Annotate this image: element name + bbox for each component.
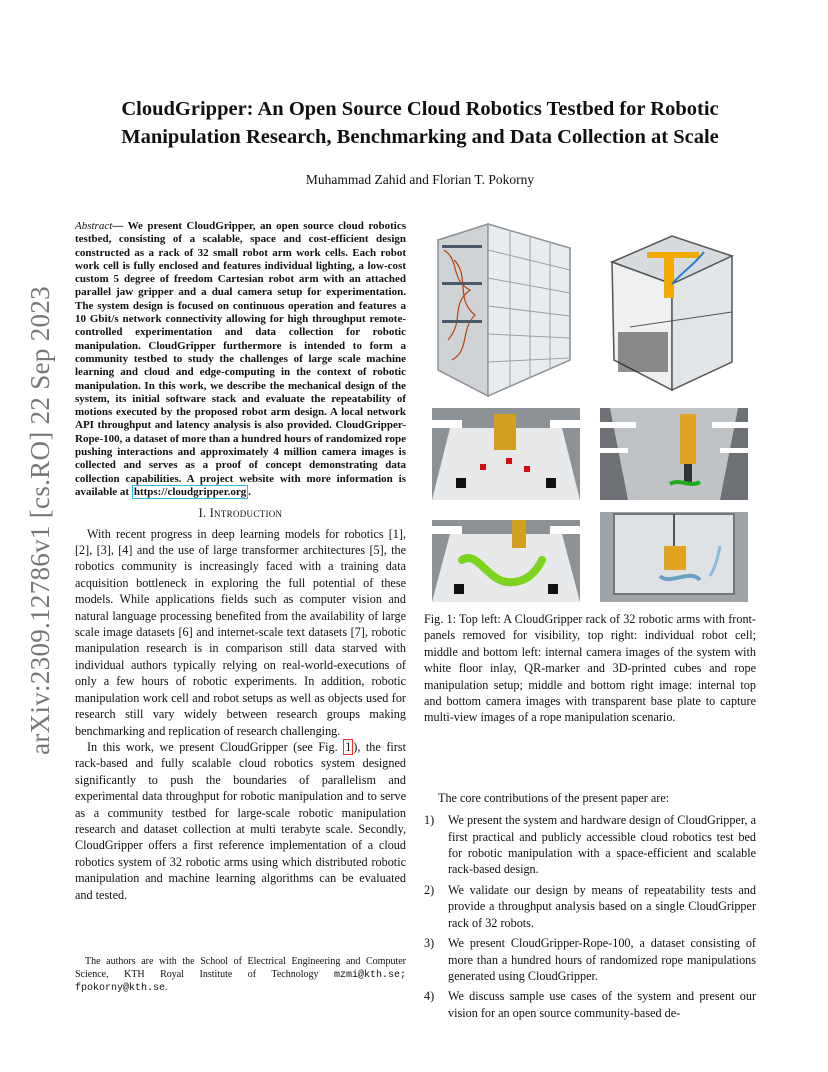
- contributions-heading: The core contributions of the present paper are:: [438, 790, 670, 805]
- figure-caption: Fig. 1: Top left: A CloudGripper rack of 32 robotic arms with front-panels removed for visibility, top right: individual robot cell; middle and bottom left: internal camera images of the system with white floor inlay, QR-marker and 3D-printed cubes and rope manipulation setup; middle and bottom right image: internal top and bottom camera images with transparent base plate to capture multi-view images of a rope manipulation scenario.: [424, 612, 756, 725]
- camera-image-rope: [432, 520, 580, 602]
- abstract-label: Abstract—: [75, 220, 128, 232]
- rack-photo: [430, 220, 580, 398]
- bottom-camera-image: [600, 506, 748, 602]
- camera-image-cubes: [432, 408, 580, 500]
- intro-paragraph-2: In this work, we present CloudGripper (see Fig. 1 ), the first rack-based and fully scalable cloud robotics system designed significantly to push the boundaries of parallelism and experimental data throughput for robotic manipulation and to serve as a community testbed for large-scale robotic manipulation research and dataset collection at multi terabyte scale. Secondly, CloudGripper offers a first reference implementation of a cloud robotics system of 32 robotic arms using which distributed robotic manipulation and machine learning algorithms can be evaluated and tested.: [75, 739, 406, 902]
- abstract-body: We present CloudGripper, an open source cloud robotics testbed, consisting of a scalable, space and cost-efficient design constructed as a rack of 32 small robot arm work cells. Each robot work cell is fully enclosed and features individual lighting, a low-cost custom 5 degree of freedom Cartesian robot arm with an attached parallel jaw gripper and a dual camera setup for experimentation. The system design is focused on continuous operation and features a 10 Gbit/s network connectivity allowing for high throughput remote-controlled experimentation and data collection for robotic manipulation. CloudGripper furthermore is intended to form a community testbed to study the challenges of large scale machine learning and cloud and edge-computing in the context of robotic manipulation. In this work, we describe the mechanical design of the system, its initial software stack and evaluate the repeatability of motions executed by the proposed robot arm design. A local network API throughput and latency analysis is also provided. CloudGripper-Rope-100, a dataset of more than a hundred hours of randomized rope pushing interactions and approximately 4 million camera images is collected and serves as a proof of concept demonstrating data collection capabilities. A project website with more information is available at: [75, 220, 407, 498]
- intro-paragraph-1: With recent progress in deep learning models for robotics [1], [2], [3], [4] and the use of large transformer architectures [5], the robotics community is increasingly faced with a training data acquisition bottleneck in exploring the full potential of these models. While applications fields such as computer vision and natural language processing benefited from the availability of large scale image datasets [6] and internet-scale text datasets [7], robotic manipulation research is in comparison still data starved with individual authors typically relying on real-world-executions of only a few hours of robotic experiments. In addition, robotic manipulation work cell and robot setups as well as objects used for research still vary widely between research groups making benchmarking and replication of research challenging.: [75, 526, 406, 738]
- list-item: 4) We discuss sample use cases of the system and present our vision for an open source community-based de-: [424, 989, 756, 1020]
- project-website-link[interactable]: https://cloudgripper.org: [133, 485, 247, 498]
- figure-1: [424, 220, 756, 605]
- paper-authors: Muhammad Zahid and Florian T. Pokorny: [305, 172, 535, 187]
- list-item: 1) We present the system and hardware design of CloudGripper, a first practical and publicly accessible cloud robotics test bed for robotic manipulation with a space-efficient and scalable rack-based design.: [424, 813, 756, 877]
- author-footnote: The authors are with the School of Electrical Engineering and Computer Science, KTH Royal Institute of Technology mzmi@kth.se; fpokorny@kth.se.: [75, 956, 406, 994]
- arxiv-stamp-text: arXiv:2309.12786v1 [cs.RO] 22 Sep 2023: [24, 285, 55, 755]
- paper-title: CloudGripper: An Open Source Cloud Robotics Testbed for Robotic Manipulation Research, Benchmarking and Data Collection at Scale: [121, 98, 719, 148]
- top-camera-image: [600, 408, 748, 500]
- email-link[interactable]: fpokorny@kth.se: [75, 983, 166, 994]
- list-item: 3) We present CloudGripper-Rope-100, a dataset consisting of more than a hundred hours of randomized rope manipulations generated using CloudGripper.: [424, 936, 756, 983]
- list-item: 2) We validate our design by means of repeatability tests and provide a throughput analysis based on a single CloudGripper rack of 32 robots.: [424, 882, 756, 930]
- robot-cell-photo: [592, 222, 750, 400]
- email-link[interactable]: mzmi@kth.se;: [333, 969, 406, 981]
- right-column: [424, 220, 756, 1025]
- left-column: [75, 220, 406, 903]
- section-heading-introduction: I. Introduction: [198, 506, 283, 521]
- contributions-list: [424, 812, 756, 1021]
- figure-ref-link[interactable]: 1: [345, 739, 352, 754]
- arxiv-stamp: [20, 285, 60, 755]
- abstract: Abstract— We present CloudGripper, an open source cloud robotics testbed, consisting of a scalable, space and cost-efficient design constructed as a rack of 32 small robot arm work cells. Each robot work cell is fully enclosed and features individual lighting, a low-cost custom 5 degree of freedom Cartesian robot arm with an attached parallel jaw gripper and a dual camera setup for experimentation. The system design is focused on continuous operation and features a 10 Gbit/s network connectivity allowing for high throughput remote-controlled experimentation and data collection for robotic manipulation. CloudGripper furthermore is intended to form a community testbed to study the challenges of large scale machine learning and cloud and edge-computing in the context of robotic manipulation. In this work, we describe the mechanical design of the system, its initial software stack and evaluate the repeatability of motions executed by the proposed robot arm design. A local network API throughput and latency analysis is also provided. CloudGripper-Rope-100, a dataset of more than a hundred hours of randomized rope pushing interactions and approximately 4 million camera images is collected and serves as a proof of concept demonstrating data collection capabilities. A project website with more information is available at https://cloudgripper.org .: [75, 220, 407, 498]
